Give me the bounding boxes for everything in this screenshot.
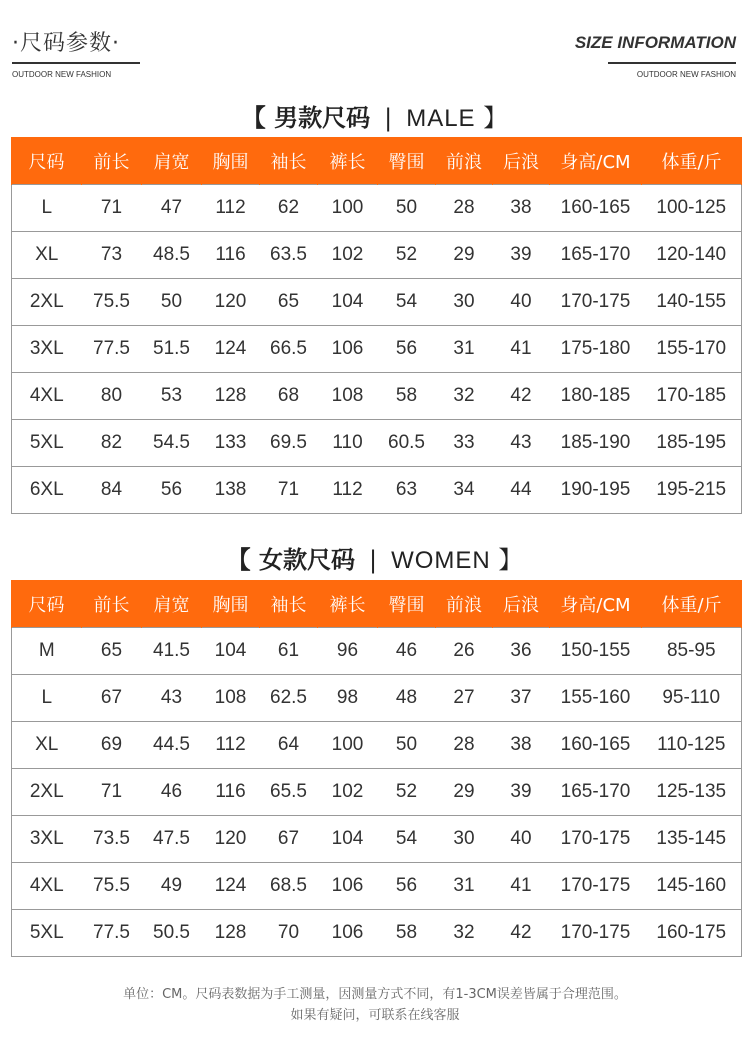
male-table-cell: 180-185 — [550, 373, 642, 420]
male-table-cell: 102 — [318, 232, 378, 279]
male-header-cell: 尺码 — [12, 137, 82, 185]
women-table-cell: 49 — [142, 863, 202, 910]
male-table-cell: 47 — [142, 185, 202, 232]
women-table-cell: 96 — [318, 628, 378, 675]
women-table-cell: 77.5 — [82, 910, 142, 957]
women-table-cell: 106 — [318, 863, 378, 910]
male-table-cell: 2XL — [12, 279, 82, 326]
male-table-cell: 54 — [378, 279, 436, 326]
male-header-cell: 胸围 — [202, 137, 260, 185]
women-table-cell: 37 — [493, 675, 550, 722]
male-table-cell: 80 — [82, 373, 142, 420]
male-table-cell: 4XL — [12, 373, 82, 420]
women-table-cell: 50.5 — [142, 910, 202, 957]
male-title-en: MALE 】 — [406, 105, 509, 132]
male-size-table — [11, 137, 742, 514]
women-title-en: WOMEN 】 — [391, 547, 524, 574]
women-table-cell: 69 — [82, 722, 142, 769]
header-title-cn: ·尺码参数· — [12, 31, 120, 56]
male-table-cell: 53 — [142, 373, 202, 420]
table-row — [12, 863, 742, 910]
male-table-cell: 71 — [82, 185, 142, 232]
table-row — [12, 467, 742, 514]
women-table-cell: 3XL — [12, 816, 82, 863]
male-header-cell: 后浪 — [493, 137, 550, 185]
table-row — [12, 628, 742, 675]
male-table-cell: 170-175 — [550, 279, 642, 326]
women-table-cell: 42 — [493, 910, 550, 957]
male-table-cell: 52 — [378, 232, 436, 279]
male-table-cell: 73 — [82, 232, 142, 279]
male-title-cn: 【 男款尺码 — [241, 104, 371, 132]
male-table-cell: 32 — [436, 373, 493, 420]
male-header-cell: 裤长 — [318, 137, 378, 185]
women-table-cell: 155-160 — [550, 675, 642, 722]
women-table-cell: 95-110 — [642, 675, 742, 722]
women-table-cell: 170-175 — [550, 863, 642, 910]
male-table-cell: 43 — [493, 420, 550, 467]
women-table-cell: 67 — [260, 816, 318, 863]
male-table-cell: 155-170 — [642, 326, 742, 373]
women-table-cell: 160-175 — [642, 910, 742, 957]
women-table-cell: 30 — [436, 816, 493, 863]
male-table-cell: 56 — [378, 326, 436, 373]
women-table-cell: 44.5 — [142, 722, 202, 769]
women-header-cell: 臀围 — [378, 580, 436, 628]
male-table-cell: 62 — [260, 185, 318, 232]
women-table-cell: 110-125 — [642, 722, 742, 769]
male-table-cell: 190-195 — [550, 467, 642, 514]
women-table-cell: 135-145 — [642, 816, 742, 863]
women-table-cell: 46 — [142, 769, 202, 816]
women-header-cell: 袖长 — [260, 580, 318, 628]
women-header-cell: 裤长 — [318, 580, 378, 628]
table-row — [12, 373, 742, 420]
women-title-separator: | — [368, 546, 378, 574]
male-header-cell: 袖长 — [260, 137, 318, 185]
women-table-cell: 65 — [82, 628, 142, 675]
women-table-cell: 65.5 — [260, 769, 318, 816]
male-table-cell: 42 — [493, 373, 550, 420]
male-table-cell: 185-195 — [642, 420, 742, 467]
women-title-cn: 【 女款尺码 — [226, 546, 355, 574]
male-table-cell: 77.5 — [82, 326, 142, 373]
women-header-cell: 前长 — [82, 580, 142, 628]
women-header-cell: 尺码 — [12, 580, 82, 628]
women-table-cell: 29 — [436, 769, 493, 816]
women-table-cell: 85-95 — [642, 628, 742, 675]
male-table-cell: 82 — [82, 420, 142, 467]
male-table-cell: L — [12, 185, 82, 232]
women-table-cell: 5XL — [12, 910, 82, 957]
male-table-cell: 120 — [202, 279, 260, 326]
women-table-cell: 120 — [202, 816, 260, 863]
women-table-cell: 47.5 — [142, 816, 202, 863]
women-table-cell: 46 — [378, 628, 436, 675]
women-table-cell: 170-175 — [550, 910, 642, 957]
women-table-cell: 71 — [82, 769, 142, 816]
male-table-cell: 5XL — [12, 420, 82, 467]
male-header-cell: 前长 — [82, 137, 142, 185]
women-table-cell: 75.5 — [82, 863, 142, 910]
women-table-cell: 41.5 — [142, 628, 202, 675]
male-table-cell: 106 — [318, 326, 378, 373]
women-table-cell: 145-160 — [642, 863, 742, 910]
women-table-cell: 112 — [202, 722, 260, 769]
women-table-cell: 125-135 — [642, 769, 742, 816]
women-table-cell: 39 — [493, 769, 550, 816]
women-table-cell: 64 — [260, 722, 318, 769]
male-table-cell: 54.5 — [142, 420, 202, 467]
footer-note — [0, 984, 750, 1026]
footer-note-line2: 如果有疑问，可联系在线客服 — [290, 1008, 460, 1023]
women-table-cell: 4XL — [12, 863, 82, 910]
table-row — [12, 326, 742, 373]
male-table-cell: 133 — [202, 420, 260, 467]
table-row — [12, 420, 742, 467]
women-table-cell: 48 — [378, 675, 436, 722]
male-table-cell: 6XL — [12, 467, 82, 514]
male-table-cell: 185-190 — [550, 420, 642, 467]
women-table-cell: 150-155 — [550, 628, 642, 675]
table-row — [12, 816, 742, 863]
male-table-cell: 48.5 — [142, 232, 202, 279]
women-table-cell: 32 — [436, 910, 493, 957]
women-table-cell: 61 — [260, 628, 318, 675]
women-table-cell: M — [12, 628, 82, 675]
table-row — [12, 769, 742, 816]
male-header-cell: 身高/CM — [550, 137, 642, 185]
male-table-cell: 63.5 — [260, 232, 318, 279]
male-table-cell: 75.5 — [82, 279, 142, 326]
women-table-cell: 50 — [378, 722, 436, 769]
male-table-cell: 41 — [493, 326, 550, 373]
table-row — [12, 675, 742, 722]
male-table-cell: 140-155 — [642, 279, 742, 326]
table-row — [12, 910, 742, 957]
male-table-cell: 30 — [436, 279, 493, 326]
women-table-cell: XL — [12, 722, 82, 769]
male-header-cell: 体重/斤 — [642, 137, 742, 185]
male-table-cell: 50 — [378, 185, 436, 232]
male-header-cell: 前浪 — [436, 137, 493, 185]
male-table-cell: 38 — [493, 185, 550, 232]
women-table-cell: 68.5 — [260, 863, 318, 910]
male-table-cell: 51.5 — [142, 326, 202, 373]
header-subtitle-right: OUTDOOR NEW FASHION — [636, 70, 736, 79]
male-table-cell: 108 — [318, 373, 378, 420]
women-table-body — [12, 628, 742, 957]
table-row — [12, 185, 742, 232]
women-table-cell: 54 — [378, 816, 436, 863]
women-header-cell: 前浪 — [436, 580, 493, 628]
women-table-cell: 104 — [202, 628, 260, 675]
header-subtitle-left: OUTDOOR NEW FASHION — [12, 70, 112, 79]
male-table-cell: 39 — [493, 232, 550, 279]
women-table-cell: 40 — [493, 816, 550, 863]
male-header-row — [12, 137, 742, 185]
women-table-cell: L — [12, 675, 82, 722]
women-table-cell: 28 — [436, 722, 493, 769]
male-table-cell: 60.5 — [378, 420, 436, 467]
male-table-cell: 100 — [318, 185, 378, 232]
women-table-cell: 41 — [493, 863, 550, 910]
male-table-cell: 84 — [82, 467, 142, 514]
women-header-cell: 身高/CM — [550, 580, 642, 628]
women-table-cell: 160-165 — [550, 722, 642, 769]
male-header-cell: 肩宽 — [142, 137, 202, 185]
women-header-cell: 胸围 — [202, 580, 260, 628]
table-row — [12, 722, 742, 769]
male-table-cell: 34 — [436, 467, 493, 514]
male-table-cell: 128 — [202, 373, 260, 420]
male-table-cell: 50 — [142, 279, 202, 326]
male-table-cell: 58 — [378, 373, 436, 420]
footer-note-line1: 单位：CM。尺码表数据为手工测量，因测量方式不同，有1-3CM误差皆属于合理范围。 — [123, 987, 627, 1002]
women-table-cell: 31 — [436, 863, 493, 910]
women-size-table — [11, 580, 742, 957]
women-table-cell: 56 — [378, 863, 436, 910]
male-table-cell: 175-180 — [550, 326, 642, 373]
women-header-cell: 体重/斤 — [642, 580, 742, 628]
male-table-cell: 69.5 — [260, 420, 318, 467]
women-table-cell: 124 — [202, 863, 260, 910]
male-table-cell: 68 — [260, 373, 318, 420]
male-table-cell: 104 — [318, 279, 378, 326]
male-table-cell: 160-165 — [550, 185, 642, 232]
male-table-cell: 112 — [318, 467, 378, 514]
header-divider-left — [12, 62, 140, 64]
male-table-cell: 112 — [202, 185, 260, 232]
women-header-cell: 肩宽 — [142, 580, 202, 628]
women-table-cell: 106 — [318, 910, 378, 957]
male-table-cell: 31 — [436, 326, 493, 373]
women-table-cell: 100 — [318, 722, 378, 769]
male-table-cell: 116 — [202, 232, 260, 279]
women-table-cell: 36 — [493, 628, 550, 675]
male-table-body — [12, 185, 742, 514]
women-table-cell: 98 — [318, 675, 378, 722]
male-table-cell: 66.5 — [260, 326, 318, 373]
table-row — [12, 279, 742, 326]
women-table-cell: 27 — [436, 675, 493, 722]
women-table-cell: 58 — [378, 910, 436, 957]
women-table-cell: 38 — [493, 722, 550, 769]
women-table-cell: 128 — [202, 910, 260, 957]
male-table-cell: 170-185 — [642, 373, 742, 420]
women-section-title — [0, 540, 750, 575]
male-table-cell: 33 — [436, 420, 493, 467]
male-table-cell: XL — [12, 232, 82, 279]
women-table-cell: 62.5 — [260, 675, 318, 722]
male-section-title — [0, 98, 750, 133]
header-title-en: SIZE INFORMATION — [574, 33, 736, 52]
male-title-separator: | — [384, 104, 393, 132]
women-header-row — [12, 580, 742, 628]
women-table-cell: 165-170 — [550, 769, 642, 816]
male-table-cell: 44 — [493, 467, 550, 514]
women-table-cell: 73.5 — [82, 816, 142, 863]
table-row — [12, 232, 742, 279]
male-table-cell: 40 — [493, 279, 550, 326]
women-table-cell: 26 — [436, 628, 493, 675]
women-table-cell: 52 — [378, 769, 436, 816]
women-table-cell: 67 — [82, 675, 142, 722]
male-table-cell: 138 — [202, 467, 260, 514]
women-table-cell: 108 — [202, 675, 260, 722]
male-table-cell: 100-125 — [642, 185, 742, 232]
male-table-cell: 120-140 — [642, 232, 742, 279]
women-table-cell: 70 — [260, 910, 318, 957]
women-table-cell: 104 — [318, 816, 378, 863]
women-table-cell: 116 — [202, 769, 260, 816]
women-header-cell: 后浪 — [493, 580, 550, 628]
male-header-cell: 臀围 — [378, 137, 436, 185]
male-table-cell: 28 — [436, 185, 493, 232]
male-table-cell: 65 — [260, 279, 318, 326]
male-table-cell: 56 — [142, 467, 202, 514]
male-table-cell: 124 — [202, 326, 260, 373]
male-table-cell: 63 — [378, 467, 436, 514]
header-divider-right — [608, 62, 736, 64]
women-table-cell: 170-175 — [550, 816, 642, 863]
male-table-cell: 3XL — [12, 326, 82, 373]
male-table-cell: 165-170 — [550, 232, 642, 279]
male-table-cell: 110 — [318, 420, 378, 467]
male-table-cell: 195-215 — [642, 467, 742, 514]
women-table-cell: 43 — [142, 675, 202, 722]
male-table-cell: 71 — [260, 467, 318, 514]
women-table-cell: 102 — [318, 769, 378, 816]
male-table-cell: 29 — [436, 232, 493, 279]
women-table-cell: 2XL — [12, 769, 82, 816]
